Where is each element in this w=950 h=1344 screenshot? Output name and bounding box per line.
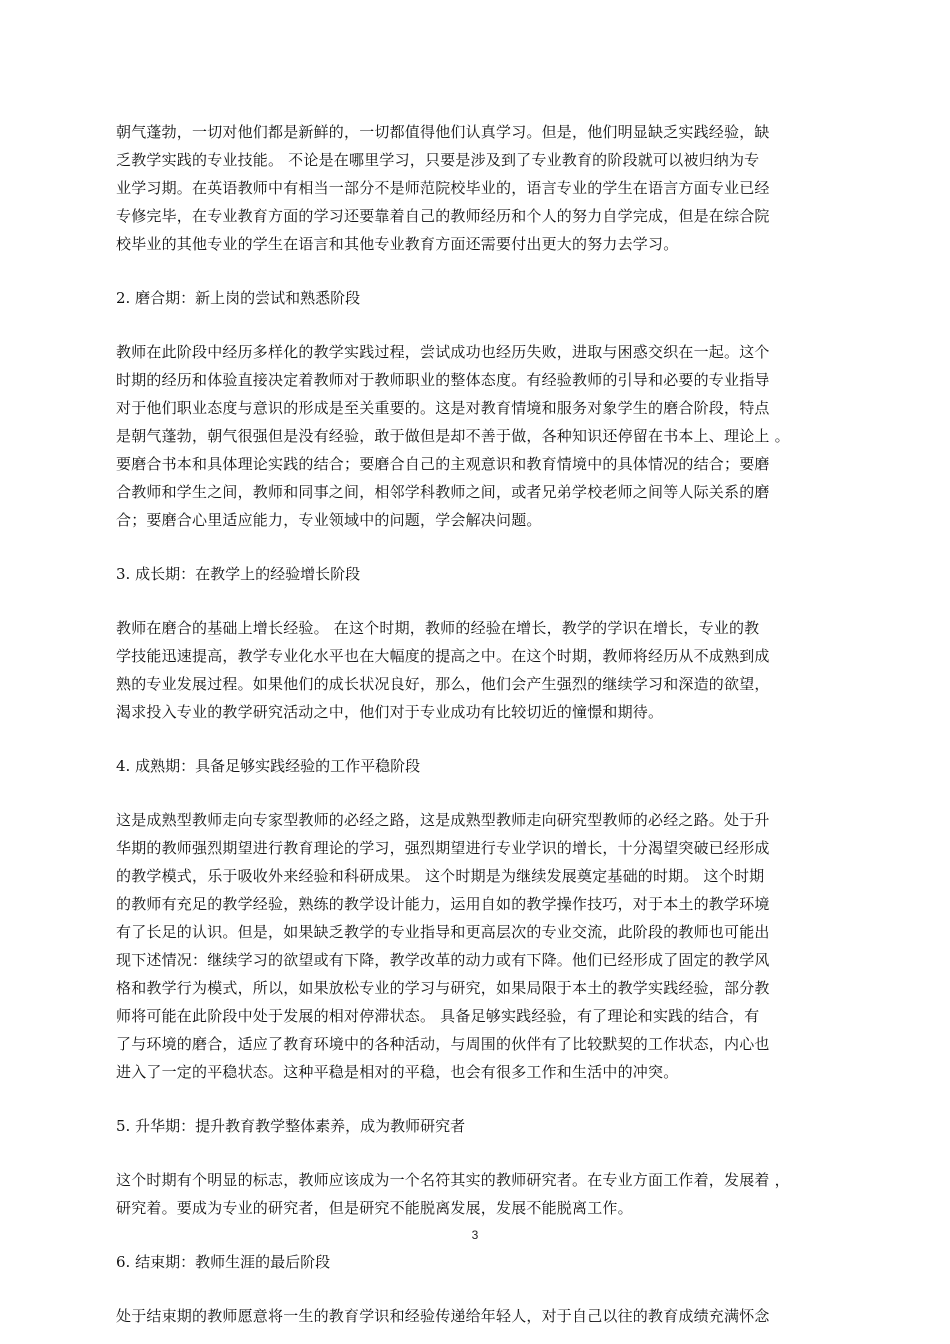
paragraph-line: 的教师有充足的教学经验，熟练的教学设计能力，运用自如的教学操作技巧，对于本土的教学环境: [116, 895, 770, 913]
section-heading: 6. 结束期：教师生涯的最后阶段: [116, 1253, 331, 1271]
section-heading: 4. 成熟期：具备足够实践经验的工作平稳阶段: [116, 757, 421, 775]
paragraph-line: 格和教学行为模式，所以，如果放松专业的学习与研究，如果局限于本土的教学实践经验，部分教: [116, 979, 770, 997]
block-spacer: [116, 1086, 838, 1112]
paragraph: [116, 806, 838, 1086]
paragraph-line: 进入了一定的平稳状态。这种平稳是相对的平稳，也会有很多工作和生活中的冲突。: [116, 1063, 679, 1081]
paragraph-line: 是朝气蓬勃，朝气很强但是没有经验，敢于做但是却不善于做，各种知识还停留在书本上、理论上 。: [116, 427, 790, 445]
block-spacer: [116, 312, 838, 338]
paragraph-line: 了与环境的磨合，适应了教育环境中的各种活动，与周围的伙伴有了比较默契的工作状态，内心也: [116, 1035, 770, 1053]
paragraph: [116, 118, 838, 258]
paragraph-line: 合教师和学生之间，教师和同事之间，相邻学科教师之间，或者兄弟学校老师之间等人际关系的磨: [116, 483, 770, 501]
paragraph-line: 这个时期有个明显的标志，教师应该成为一个名符其实的教师研究者。在专业方面工作着，发展着 ，: [116, 1171, 790, 1189]
block-spacer: [116, 534, 838, 560]
block-spacer: [116, 258, 838, 284]
paragraph-line: 专修完毕，在专业教育方面的学习还要靠着自己的教师经历和个人的努力自学完成，但是在综合院: [116, 207, 770, 225]
paragraph-line: 乏教学实践的专业技能。 不论是在哪里学习，只要是涉及到了专业教育的阶段就可以被归纳为专: [116, 151, 760, 169]
paragraph-line: 渴求投入专业的教学研究活动之中，他们对于专业成功有比较切近的憧憬和期待。: [116, 703, 664, 721]
paragraph: [116, 1302, 838, 1330]
paragraph-line: 教师在磨合的基础上增长经验。 在这个时期，教师的经验在增长，教学的学识在增长，专业的教: [116, 619, 760, 637]
paragraph-line: 校毕业的其他专业的学生在语言和其他专业教育方面还需要付出更大的努力去学习。: [116, 235, 679, 253]
block-spacer: [116, 780, 838, 806]
section-heading: 2. 磨合期：新上岗的尝试和熟悉阶段: [116, 289, 361, 307]
paragraph-line: 时期的经历和体验直接决定着教师对于教师职业的整体态度。有经验教师的引导和必要的专业指导: [116, 371, 770, 389]
paragraph-line: 教师在此阶段中经历多样化的教学实践过程，尝试成功也经历失败，进取与困惑交织在一起。这个: [116, 343, 770, 361]
document-body: [116, 118, 838, 1330]
paragraph: [116, 1166, 838, 1222]
paragraph-line: 处于结束期的教师愿意将一生的教育学识和经验传递给年轻人，对于自己以往的教育成绩充满怀念: [116, 1307, 770, 1325]
paragraph-line: 学技能迅速提高，教学专业化水平也在大幅度的提高之中。在这个时期，教师将经历从不成熟到成: [116, 647, 770, 665]
section-heading: 3. 成长期：在教学上的经验增长阶段: [116, 565, 361, 583]
block-spacer: [116, 588, 838, 614]
paragraph-line: 研究着。要成为专业的研究者，但是研究不能脱离发展，发展不能脱离工作。: [116, 1199, 633, 1217]
paragraph-line: 华期的教师强烈期望进行教育理论的学习，强烈期望进行专业学识的增长，十分渴望突破已经形成: [116, 839, 770, 857]
paragraph-line: 现下述情况：继续学习的欲望或有下降，教学改革的动力或有下降。他们已经形成了固定的教学风: [116, 951, 770, 969]
block-spacer: [116, 726, 838, 752]
paragraph-line: 对于他们职业态度与意识的形成是至关重要的。这是对教育情境和服务对象学生的磨合阶段，特点: [116, 399, 770, 417]
paragraph-line: 师将可能在此阶段中处于发展的相对停滞状态。 具备足够实践经验，有了理论和实践的结合，有: [116, 1007, 760, 1025]
paragraph-line: 业学习期。在英语教师中有相当一部分不是师范院校毕业的，语言专业的学生在语言方面专业已经: [116, 179, 770, 197]
paragraph-line: 熟的专业发展过程。如果他们的成长状况良好，那么，他们会产生强烈的继续学习和深造的欲望，: [116, 675, 770, 693]
paragraph: [116, 338, 838, 534]
paragraph-line: 有了长足的认识。但是，如果缺乏教学的专业指导和更高层次的专业交流，此阶段的教师也可能出: [116, 923, 770, 941]
paragraph-line: 合；要磨合心里适应能力，专业领域中的问题，学会解决问题。: [116, 511, 542, 529]
block-spacer: [116, 1276, 838, 1302]
paragraph-line: 朝气蓬勃，一切对他们都是新鲜的，一切都值得他们认真学习。但是，他们明显缺乏实践经验，缺: [116, 123, 770, 141]
section-heading: 5. 升华期：提升教育教学整体素养，成为教师研究者: [116, 1117, 466, 1135]
paragraph-line: 的教学模式，乐于吸收外来经验和科研成果。 这个时期是为继续发展奠定基础的时期。 这个时期: [116, 867, 765, 885]
paragraph-line: 要磨合书本和具体理论实践的结合；要磨合自己的主观意识和教育情境中的具体情况的结合；要磨: [116, 455, 770, 473]
block-spacer: [116, 1140, 838, 1166]
page-number: 3: [471, 1228, 479, 1242]
paragraph-line: 这是成熟型教师走向专家型教师的必经之路，这是成熟型教师走向研究型教师的必经之路。处于升: [116, 811, 770, 829]
paragraph: [116, 614, 838, 726]
